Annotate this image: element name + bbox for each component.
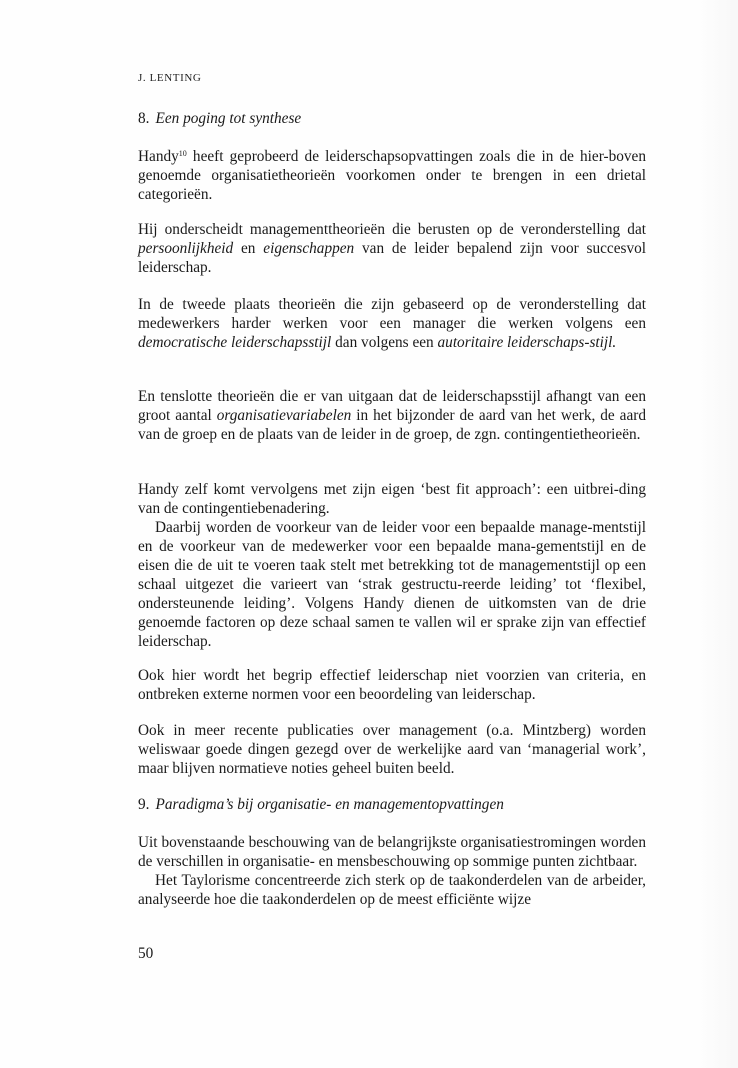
section-8-paragraph-7: Ook hier wordt het begrip effectief leiderschap niet voorzien van criteria, en ontbreken externe normen voor een beoordeling van leiderschap. (138, 667, 646, 703)
section-8-paragraph-6: Daarbij worden de voorkeur van de leider voor een bepaalde manage-mentstijl en de voorkeur van de medewerker voor een bepaalde mana-gementstijl en de eisen die de uit te voeren taak stelt met betrekking tot de managementstijl op een schaal uitgezet die varieert van ‘strak gestructu-reerde leiding’ tot ‘flexibel, ondersteunende leiding’. Volgens Handy dienen de uitkomsten van de drie genoemde factoren op deze schaal samen te vallen wil er sprake zijn van effectief leiderschap. (138, 519, 646, 650)
section-8-heading (138, 109, 301, 128)
footnote-ref: 10 (178, 149, 187, 158)
section-8-paragraph-4: En tenslotte theorieën die er van uitgaan dat de leiderschapsstijl afhangt van een groot aantal organisatievariabelen in het bijzonder de aard van het werk, de aard van de groep en de plaats van de leider in de groep, de zgn. contingentietheorieën. (138, 388, 646, 443)
section-9-title: Paradigma’s bij organisatie- en managementopvattingen (155, 796, 504, 813)
section-8-paragraph-3: In de tweede plaats theorieën die zijn gebaseerd op de veronderstelling dat medewerkers harder werken voor een manager die werken volgens een democratische leiderschapsstijl dan volgens een autoritaire leiderschaps-stijl. (138, 296, 646, 351)
section-9-paragraph-1: Uit bovenstaande beschouwing van de belangrijkste organisatiestromingen worden de verschillen in organisatie- en mensbeschouwing op sommige punten zichtbaar. Het Taylorisme concentreerde zich sterk op de taakonderdelen van de arbeider, analyseerde hoe die taakonderdelen op de meest efficiënte wijze (138, 834, 646, 908)
section-8-paragraph-8: Ook in meer recente publicaties over management (o.a. Mintzberg) worden weliswaar goede dingen gezegd over de werkelijke aard van ‘managerial work’, maar blijven normatieve noties geheel buiten beeld. (138, 722, 646, 777)
section-8-title: Een poging tot synthese (155, 110, 302, 127)
section-8-paragraph-1: Handy$^{10}$ heeft geprobeerd de leiderschapsopvattingen zoals die in de hier-boven genoemde organisatietheorieën voorkomen onder te brengen in een drietal categorieën. (138, 148, 646, 203)
section-9-heading (138, 795, 504, 814)
page-number: 50 (138, 945, 154, 962)
running-head: J. LENTING (138, 72, 202, 84)
section-9-paragraph-2: Het Taylorisme concentreerde zich sterk op de taakonderdelen van de arbeider, analyseerde hoe die taakonderdelen op de meest efficiënte wijze (138, 872, 646, 908)
section-8-number: 8. (138, 110, 150, 127)
section-8-paragraph-2: Hij onderscheidt managementtheorieën die berusten op de veronderstelling dat persoonlijkheid en eigenschappen van de leider bepalend zijn voor succesvol leiderschap. (138, 221, 646, 276)
section-9-number: 9. (138, 796, 150, 813)
scan-edge-shadow (698, 0, 738, 1068)
section-8-paragraph-5: Handy zelf komt vervolgens met zijn eigen ‘best fit approach’: een uitbrei-ding van de contingentiebenadering. Daarbij worden de voorkeur van de leider voor een bepaalde manage-mentstijl en de voorkeur van de medewerker voor een bepaalde mana-gementstijl en de eisen die de uit te voeren taak stelt met betrekking tot de managementstijl op een schaal uitgezet die varieert van ‘strak gestructu-reerde leiding’ tot ‘flexibel, ondersteunende leiding’. Volgens Handy dienen de uitkomsten van de drie genoemde factoren op deze schaal samen te vallen wil er sprake zijn van effectief leiderschap. (138, 481, 646, 650)
